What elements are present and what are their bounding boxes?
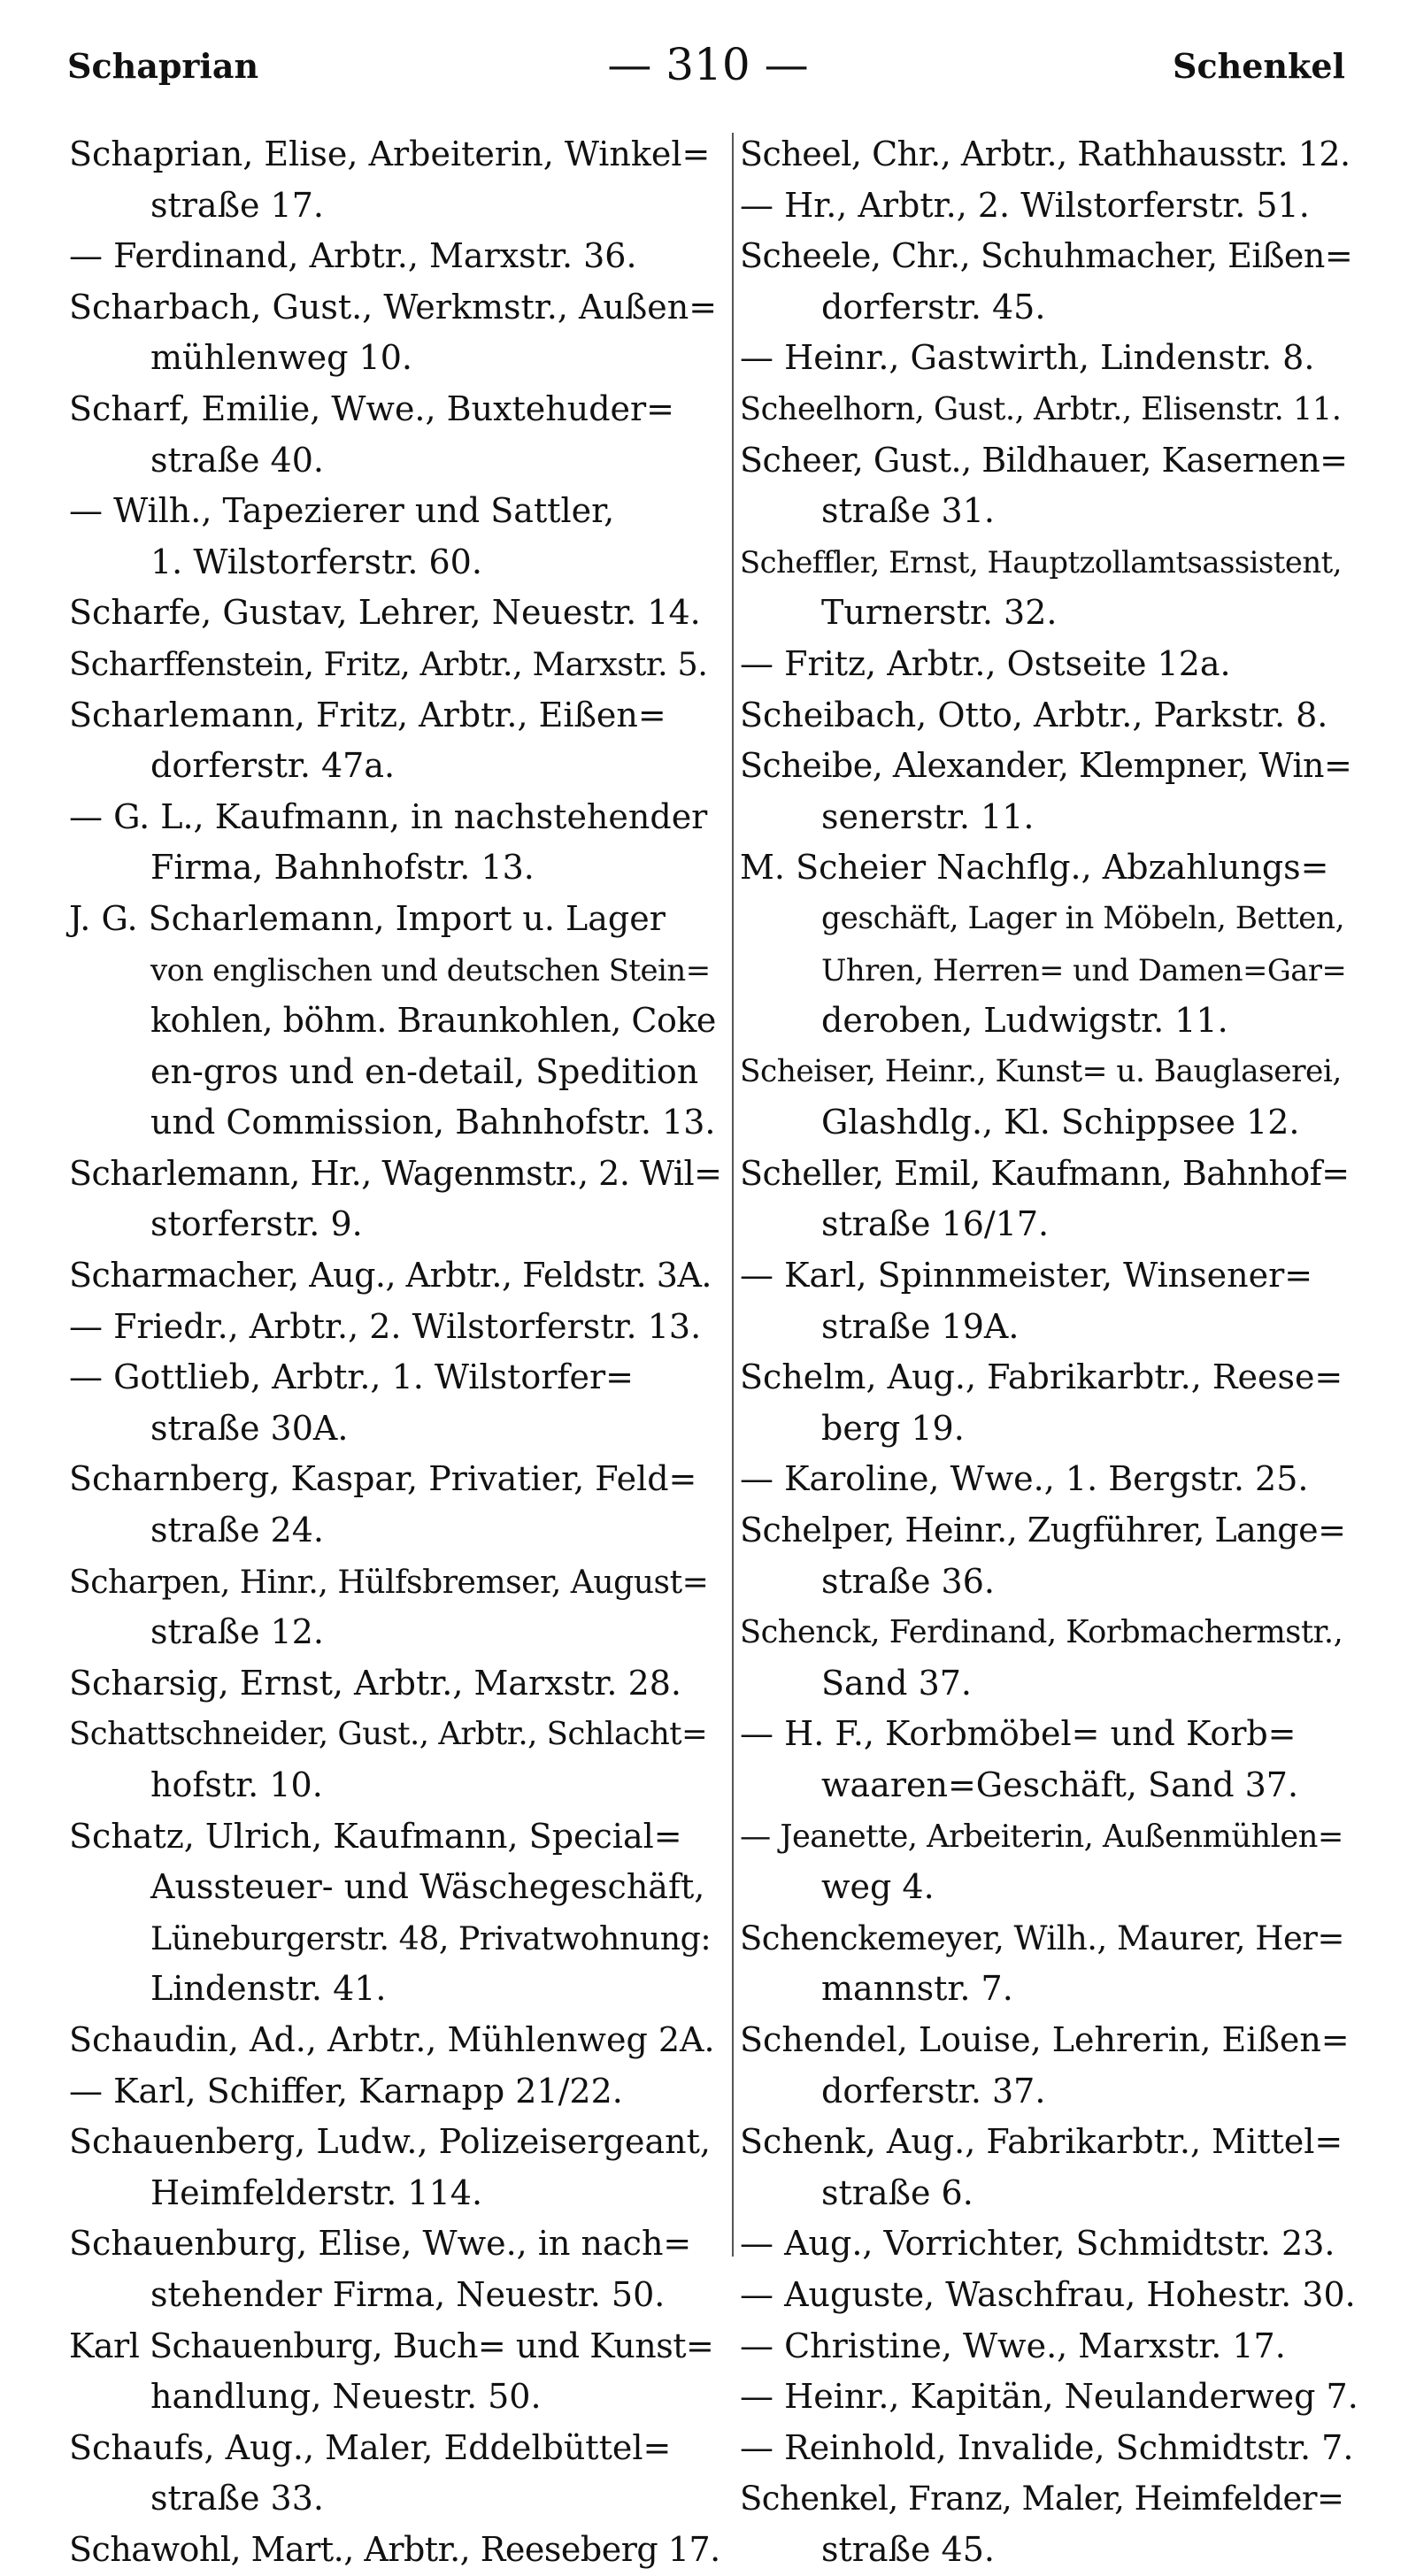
directory-entry xyxy=(740,1811,1359,1913)
directory-entry xyxy=(740,2117,1359,2218)
entry-line: Schaudin, Ad., Arbtr., Mühlenweg 2A. xyxy=(69,2019,715,2059)
directory-entry xyxy=(740,2473,1359,2575)
directory-entry xyxy=(69,792,726,894)
directory-entry xyxy=(740,2015,1359,2117)
entry-continuation-line: von englischen und deutschen Stein= xyxy=(150,952,711,988)
entry-continuation-line: Aussteuer- und Wäschegeschäft, xyxy=(150,1867,705,1907)
entry-line: — Reinhold, Invalide, Schmidtstr. 7. xyxy=(740,2427,1354,2467)
directory-entry xyxy=(740,129,1359,181)
entry-line: Scheiser, Heinr., Kunst= u. Bauglaserei, xyxy=(740,1053,1342,1089)
entry-line: Scharfe, Gustav, Lehrer, Neuestr. 14. xyxy=(69,593,701,633)
entry-continuation-line: Uhren, Herren= und Damen=Gar= xyxy=(821,952,1347,988)
entry-continuation-line: straße 19A. xyxy=(821,1306,1020,1346)
directory-entry xyxy=(69,1557,726,1658)
entry-continuation-line: straße 16/17. xyxy=(821,1204,1050,1244)
directory-entry xyxy=(740,1149,1359,1250)
entry-continuation-line: hofstr. 10. xyxy=(150,1765,323,1804)
directory-entry xyxy=(740,1250,1359,1352)
entry-line: — Aug., Vorrichter, Schmidtstr. 23. xyxy=(740,2224,1335,2264)
entry-continuation-line: straße 31. xyxy=(821,491,995,531)
entry-continuation-line: straße 36. xyxy=(821,1561,995,1601)
entry-line: — Gottlieb, Arbtr., 1. Wilstorfer= xyxy=(69,1357,634,1397)
entry-line: — Fritz, Arbtr., Ostseite 12a. xyxy=(740,643,1231,683)
entry-continuation-line: en-gros und en-detail, Spedition xyxy=(150,1051,699,1091)
directory-entry xyxy=(69,1250,726,1302)
entry-continuation-line: straße 30A. xyxy=(150,1408,349,1448)
entry-line: — Ferdinand, Arbtr., Marxstr. 36. xyxy=(69,236,637,276)
directory-entry xyxy=(69,690,726,792)
entry-line: — Auguste, Waschfrau, Hohestr. 30. xyxy=(740,2274,1356,2314)
entry-line: M. Scheier Nachflg., Abzahlungs= xyxy=(740,848,1329,888)
entry-line: — Karl, Spinnmeister, Winsener= xyxy=(740,1256,1313,1296)
directory-entry xyxy=(740,2321,1359,2372)
entry-continuation-line: stehender Firma, Neuestr. 50. xyxy=(150,2274,666,2314)
directory-entry xyxy=(69,2015,726,2066)
entry-continuation-line: waaren=Geschäft, Sand 37. xyxy=(821,1765,1299,1804)
entry-line: Scharnberg, Kaspar, Privatier, Feld= xyxy=(69,1459,697,1499)
entry-line: — Christine, Wwe., Marxstr. 17. xyxy=(740,2326,1286,2365)
directory-entry xyxy=(740,537,1359,639)
entry-continuation-line: straße 45. xyxy=(821,2529,995,2569)
directory-entry xyxy=(740,1352,1359,1454)
entry-line: Schenckemeyer, Wilh., Maurer, Her= xyxy=(740,1919,1344,1957)
entry-continuation-line: dorferstr. 47a. xyxy=(150,746,396,786)
entry-line: Schaprian, Elise, Arbeiterin, Winkel= xyxy=(69,135,711,173)
entry-line: Scharpen, Hinr., Hülfsbremser, August= xyxy=(69,1562,709,1601)
entry-line: Schaufs, Aug., Maler, Eddelbüttel= xyxy=(69,2427,672,2467)
entry-continuation-line: kohlen, böhm. Braunkohlen, Coke xyxy=(150,1001,716,1041)
directory-entry xyxy=(740,2423,1359,2474)
directory-entry xyxy=(69,2525,726,2576)
directory-entry xyxy=(69,588,726,639)
directory-entry xyxy=(69,639,726,690)
directory-entry xyxy=(69,129,726,231)
entry-line: Scheffler, Ernst, Hauptzollamtsassistent, xyxy=(740,544,1342,580)
directory-entry xyxy=(740,231,1359,333)
directory-entry xyxy=(740,639,1359,690)
entry-line: Scharlemann, Fritz, Arbtr., Eißen= xyxy=(69,695,666,734)
entry-line: Schauenberg, Ludw., Polizeisergeant, xyxy=(69,2122,711,2162)
right-column xyxy=(740,129,1359,2576)
directory-entry xyxy=(740,435,1359,537)
entry-line: Scheele, Chr., Schuhmacher, Eißen= xyxy=(740,236,1353,276)
directory-entry xyxy=(740,741,1359,842)
entry-line: Schatz, Ulrich, Kaufmann, Special= xyxy=(69,1816,682,1856)
directory-entry xyxy=(69,1811,726,2015)
directory-entry xyxy=(740,1505,1359,1607)
directory-entry xyxy=(740,2270,1359,2321)
entry-line: Scheller, Emil, Kaufmann, Bahnhof= xyxy=(740,1153,1350,1193)
directory-entry xyxy=(740,384,1359,435)
directory-entry xyxy=(69,2117,726,2218)
entry-line: Karl Schauenburg, Buch= und Kunst= xyxy=(69,2326,714,2365)
entry-continuation-line: mühlenweg 10. xyxy=(150,338,412,378)
directory-entry xyxy=(740,2372,1359,2423)
directory-entry xyxy=(69,1658,726,1710)
entry-line: Schattschneider, Gust., Arbtr., Schlacht= xyxy=(69,1716,708,1753)
directory-entry xyxy=(740,1709,1359,1811)
directory-entry xyxy=(740,1607,1359,1709)
entry-line: Scheel, Chr., Arbtr., Rathhausstr. 12. xyxy=(740,135,1351,173)
directory-entry xyxy=(69,2066,726,2118)
entry-line: Scheibe, Alexander, Klempner, Win= xyxy=(740,746,1352,786)
entry-line: Scheelhorn, Gust., Arbtr., Elisenstr. 11. xyxy=(740,390,1342,427)
entry-line: — Heinr., Kapitän, Neulanderweg 7. xyxy=(740,2377,1358,2417)
entry-continuation-line: geschäft, Lager in Möbeln, Betten, xyxy=(821,900,1345,936)
entry-line: Schelper, Heinr., Zugführer, Lange= xyxy=(740,1511,1346,1550)
entry-continuation-line: Lindenstr. 41. xyxy=(150,1969,387,2009)
entry-line: — H. F., Korbmöbel= und Korb= xyxy=(740,1714,1297,1754)
running-head-left: Schaprian xyxy=(67,46,259,86)
entry-continuation-line: dorferstr. 37. xyxy=(821,2071,1046,2111)
directory-entry xyxy=(740,1454,1359,1505)
entry-continuation-line: mannstr. 7. xyxy=(821,1969,1013,2009)
running-head-right: Schenkel xyxy=(1173,46,1345,86)
directory-entry xyxy=(740,842,1359,1046)
entry-continuation-line: berg 19. xyxy=(821,1408,965,1448)
entry-continuation-line: straße 6. xyxy=(821,2172,974,2212)
directory-entry xyxy=(69,231,726,282)
directory-entry xyxy=(69,1302,726,1353)
directory-entry xyxy=(69,1454,726,1556)
directory-entry xyxy=(69,2423,726,2525)
entry-continuation-line: straße 40. xyxy=(150,440,324,480)
entry-line: — Heinr., Gastwirth, Lindenstr. 8. xyxy=(740,338,1315,378)
entry-continuation-line: straße 17. xyxy=(150,185,324,225)
directory-entry xyxy=(740,181,1359,232)
entry-line: Scheer, Gust., Bildhauer, Kasernen= xyxy=(740,440,1348,480)
entry-continuation-line: Heimfelderstr. 114. xyxy=(150,2172,483,2212)
entry-line: Schauenburg, Elise, Wwe., in nach= xyxy=(69,2224,692,2264)
directory-entry xyxy=(69,384,726,486)
page-number: — 310 — xyxy=(607,39,809,90)
directory-entry xyxy=(740,690,1359,742)
entry-line: Schelm, Aug., Fabrikarbtr., Reese= xyxy=(740,1357,1343,1397)
directory-entry xyxy=(69,894,726,1149)
entry-line: Scharf, Emilie, Wwe., Buxtehuder= xyxy=(69,388,675,428)
entry-continuation-line: dorferstr. 45. xyxy=(821,287,1046,327)
entry-continuation-line: 1. Wilstorferstr. 60. xyxy=(150,542,482,581)
entry-continuation-line: straße 24. xyxy=(150,1511,324,1550)
directory-entry xyxy=(69,1709,726,1811)
entry-line: Schenkel, Franz, Maler, Heimfelder= xyxy=(740,2480,1344,2518)
directory-entry xyxy=(740,1913,1359,2015)
entry-line: — Friedr., Arbtr., 2. Wilstorferstr. 13. xyxy=(69,1306,702,1346)
entry-line: J. G. Scharlemann, Import u. Lager xyxy=(69,898,666,938)
column-divider xyxy=(732,133,734,2257)
entry-line: — Karoline, Wwe., 1. Bergstr. 25. xyxy=(740,1459,1309,1499)
directory-entry xyxy=(69,2321,726,2423)
entry-line: Schawohl, Mart., Arbtr., Reeseberg 17. xyxy=(69,2529,720,2569)
directory-entry xyxy=(740,1047,1359,1149)
directory-entry xyxy=(69,486,726,588)
left-column xyxy=(69,129,726,2576)
entry-line: Scharffenstein, Fritz, Arbtr., Marxstr. 5. xyxy=(69,644,708,683)
directory-entry xyxy=(69,2218,726,2320)
entry-continuation-line: deroben, Ludwigstr. 11. xyxy=(821,1001,1228,1041)
entry-continuation-line: straße 33. xyxy=(150,2479,324,2518)
entry-line: Schenck, Ferdinand, Korbmachermstr., xyxy=(740,1614,1343,1651)
entry-line: Schendel, Louise, Lehrerin, Eißen= xyxy=(740,2019,1350,2059)
entry-continuation-line: und Commission, Bahnhofstr. 13. xyxy=(150,1103,716,1142)
entry-continuation-line: Glashdlg., Kl. Schippsee 12. xyxy=(821,1103,1300,1142)
directory-entry xyxy=(69,282,726,384)
entry-continuation-line: weg 4. xyxy=(821,1867,935,1907)
entry-continuation-line: senerstr. 11. xyxy=(821,796,1035,836)
entry-line: Schenk, Aug., Fabrikarbtr., Mittel= xyxy=(740,2122,1343,2162)
entry-line: Scheibach, Otto, Arbtr., Parkstr. 8. xyxy=(740,695,1328,734)
entry-continuation-line: Turnerstr. 32. xyxy=(821,593,1058,633)
entry-continuation-line: handlung, Neuestr. 50. xyxy=(150,2377,542,2417)
entry-line: Scharbach, Gust., Werkmstr., Außen= xyxy=(69,287,718,327)
entry-continuation-line: Lüneburgerstr. 48, Privatwohnung: xyxy=(150,1919,712,1957)
entry-line: — Jeanette, Arbeiterin, Außenmühlen= xyxy=(740,1818,1343,1855)
entry-continuation-line: storferstr. 9. xyxy=(150,1204,363,1244)
entry-line: — Wilh., Tapezierer und Sattler, xyxy=(69,491,615,531)
entry-line: Scharlemann, Hr., Wagenmstr., 2. Wil= xyxy=(69,1153,722,1193)
entry-line: — G. L., Kaufmann, in nachstehender xyxy=(69,796,708,836)
directory-entry xyxy=(69,1352,726,1454)
directory-entry xyxy=(69,1149,726,1250)
entry-line: Scharmacher, Aug., Arbtr., Feldstr. 3A. xyxy=(69,1256,712,1296)
entry-continuation-line: straße 12. xyxy=(150,1612,324,1652)
directory-entry xyxy=(740,333,1359,384)
entry-continuation-line: Sand 37. xyxy=(821,1663,972,1703)
directory-entry xyxy=(740,2218,1359,2270)
entry-continuation-line: Firma, Bahnhofstr. 13. xyxy=(150,848,535,888)
entry-line: — Hr., Arbtr., 2. Wilstorferstr. 51. xyxy=(740,185,1310,225)
entry-line: Scharsig, Ernst, Arbtr., Marxstr. 28. xyxy=(69,1663,681,1703)
entry-line: — Karl, Schiffer, Karnapp 21/22. xyxy=(69,2071,623,2111)
